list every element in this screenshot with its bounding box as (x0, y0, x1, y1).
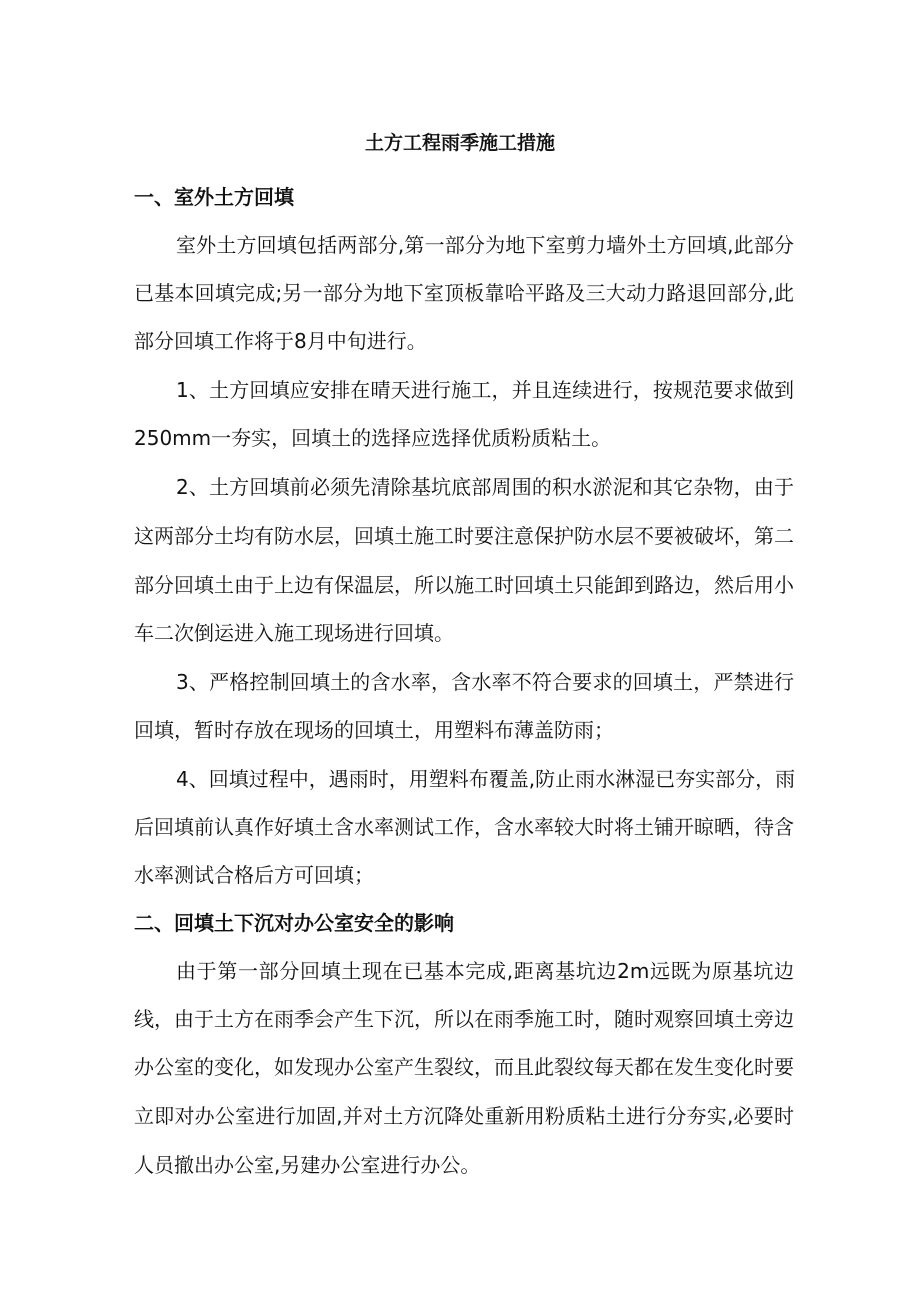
section-1-heading: 一、室外土方回填 (134, 185, 294, 209)
item-2-line-1: 2、土方回填前必须先清除基坑底部周围的积水淤泥和其它杂物，由于 (176, 475, 794, 499)
section-1-intro-line-1: 室外土方回填包括两部分,第一部分为地下室剪力墙外土方回填,此部分 (176, 233, 794, 257)
section-1-intro-line-2: 已基本回填完成;另一部分为地下室顶板靠哈平路及三大动力路退回部分,此 (134, 281, 794, 305)
item-4-line-3: 水率测试合格后方可回填； (134, 863, 374, 887)
section-2-heading: 二、回填土下沉对办公室安全的影响 (134, 911, 454, 935)
section-1-intro-line-3: 部分回填工作将于8月中旬进行。 (134, 329, 427, 353)
section-2-line-3: 办公室的变化，如发现办公室产生裂纹，而且此裂纹每天都在发生变化时要 (134, 1055, 794, 1079)
item-1-line-1: 1、土方回填应安排在晴天进行施工，并且连续进行，按规范要求做到 (176, 378, 794, 402)
document-title: 土方工程雨季施工措施 (364, 132, 555, 154)
item-3-line-2: 回填，暂时存放在现场的回填土，用塑料布薄盖防雨； (134, 718, 614, 742)
item-3-line-1: 3、严格控制回填土的含水率，含水率不符合要求的回填土，严禁进行 (176, 670, 794, 694)
section-2-line-1: 由于第一部分回填土现在已基本完成,距离基坑边2m远既为原基坑边 (176, 959, 794, 983)
item-2-line-3: 部分回填土由于上边有保温层，所以施工时回填土只能卸到路边，然后用小 (134, 573, 794, 597)
item-4-line-1: 4、回填过程中，遇雨时，用塑料布覆盖,防止雨水淋湿已夯实部分，雨 (176, 767, 796, 791)
section-2-line-4: 立即对办公室进行加固,并对土方沉降处重新用粉质粘土进行分夯实,必要时 (134, 1104, 794, 1128)
item-1-line-2: 250mm一夯实，回填土的选择应选择优质粉质粘土。 (134, 426, 612, 450)
section-2-line-2: 线，由于土方在雨季会产生下沉，所以在雨季施工时，随时观察回填土旁边 (134, 1007, 794, 1031)
item-2-line-4: 车二次倒运进入施工现场进行回填。 (134, 621, 454, 645)
item-4-line-2: 后回填前认真作好填土含水率测试工作，含水率较大时将土铺开晾晒，待含 (134, 815, 794, 839)
section-2-line-5: 人员撤出办公室,另建办公室进行办公。 (134, 1153, 481, 1177)
item-2-line-2: 这两部分土均有防水层，回填土施工时要注意保护防水层不要被破坏，第二 (134, 524, 794, 548)
